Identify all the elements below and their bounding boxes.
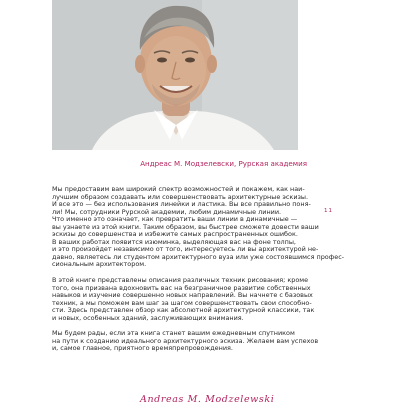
text-line: навыков и изучение совершенно новых направлений. Вы начнете с базовых [52, 291, 313, 300]
portrait-illustration [52, 0, 298, 150]
text-line: и новых, особенных зданий, заслуживающих внимания. [52, 313, 244, 322]
text-line: и это произойдет независимо от того, интересуетесь ли вы архитектурой не- [52, 245, 319, 254]
text-line: Мы будем рады, если эта книга станет вашим ежедневным спутником [52, 329, 295, 338]
text-line: лучшим образом создавать или совершенствовать архитектурные эскизы. [52, 192, 309, 201]
text-line: давно, являетесь ли студентом архитектурного вуза или уже состоявшимся профес- [52, 252, 345, 261]
text-line: и, самое главное, приятного времяпрепровождения. [52, 344, 233, 353]
text-line: сиональным архитектором. [52, 260, 147, 269]
author-portrait-photo [52, 0, 298, 150]
text-line: техник, а мы поможем вам шаг за шагом совершенствовать свои способно- [52, 298, 312, 307]
paragraph [52, 276, 315, 322]
photo-caption: Андреас М. Модзелевски, Рурская академия [140, 159, 307, 168]
text-line: ли! Мы, сотрудники Рурской академии, любим динамичные линии. [52, 207, 282, 216]
text-line: Мы предоставим вам широкий спектр возможностей и покажем, как наи- [52, 185, 305, 193]
text-line: вы узнаете из этой книги. Таким образом, вы быстрее сможете довести ваши [52, 222, 319, 231]
text-line: сти. Здесь представлен обзор как абсолютной архитектурной классики, так [52, 306, 315, 315]
page-number: 11 [324, 208, 333, 214]
text-line: Что именно это означает, как превратить ваши линии в динамичные — [52, 215, 298, 224]
text-line: И все это — без использования линейки и ластика. Вы все правильно поня- [52, 200, 311, 209]
author-signature: Andreas M. Modzelewski [140, 394, 275, 405]
paragraph [52, 329, 319, 353]
text-line: того, она призвана вдохновить вас на безграничное развитие собственных [52, 283, 311, 292]
text-line: эскизы до совершенства и избежите самых распространенных ошибок. [52, 230, 298, 239]
text-line: В этой книге представлены описания различных техник рисования; кроме [52, 276, 309, 285]
text-line: на пути к созданию идеального архитектурного эскиза. Желаем вам успехов [52, 336, 319, 345]
text-line: В ваших работах появится изюминка, выделяющая вас на фоне толпы, [52, 237, 296, 246]
